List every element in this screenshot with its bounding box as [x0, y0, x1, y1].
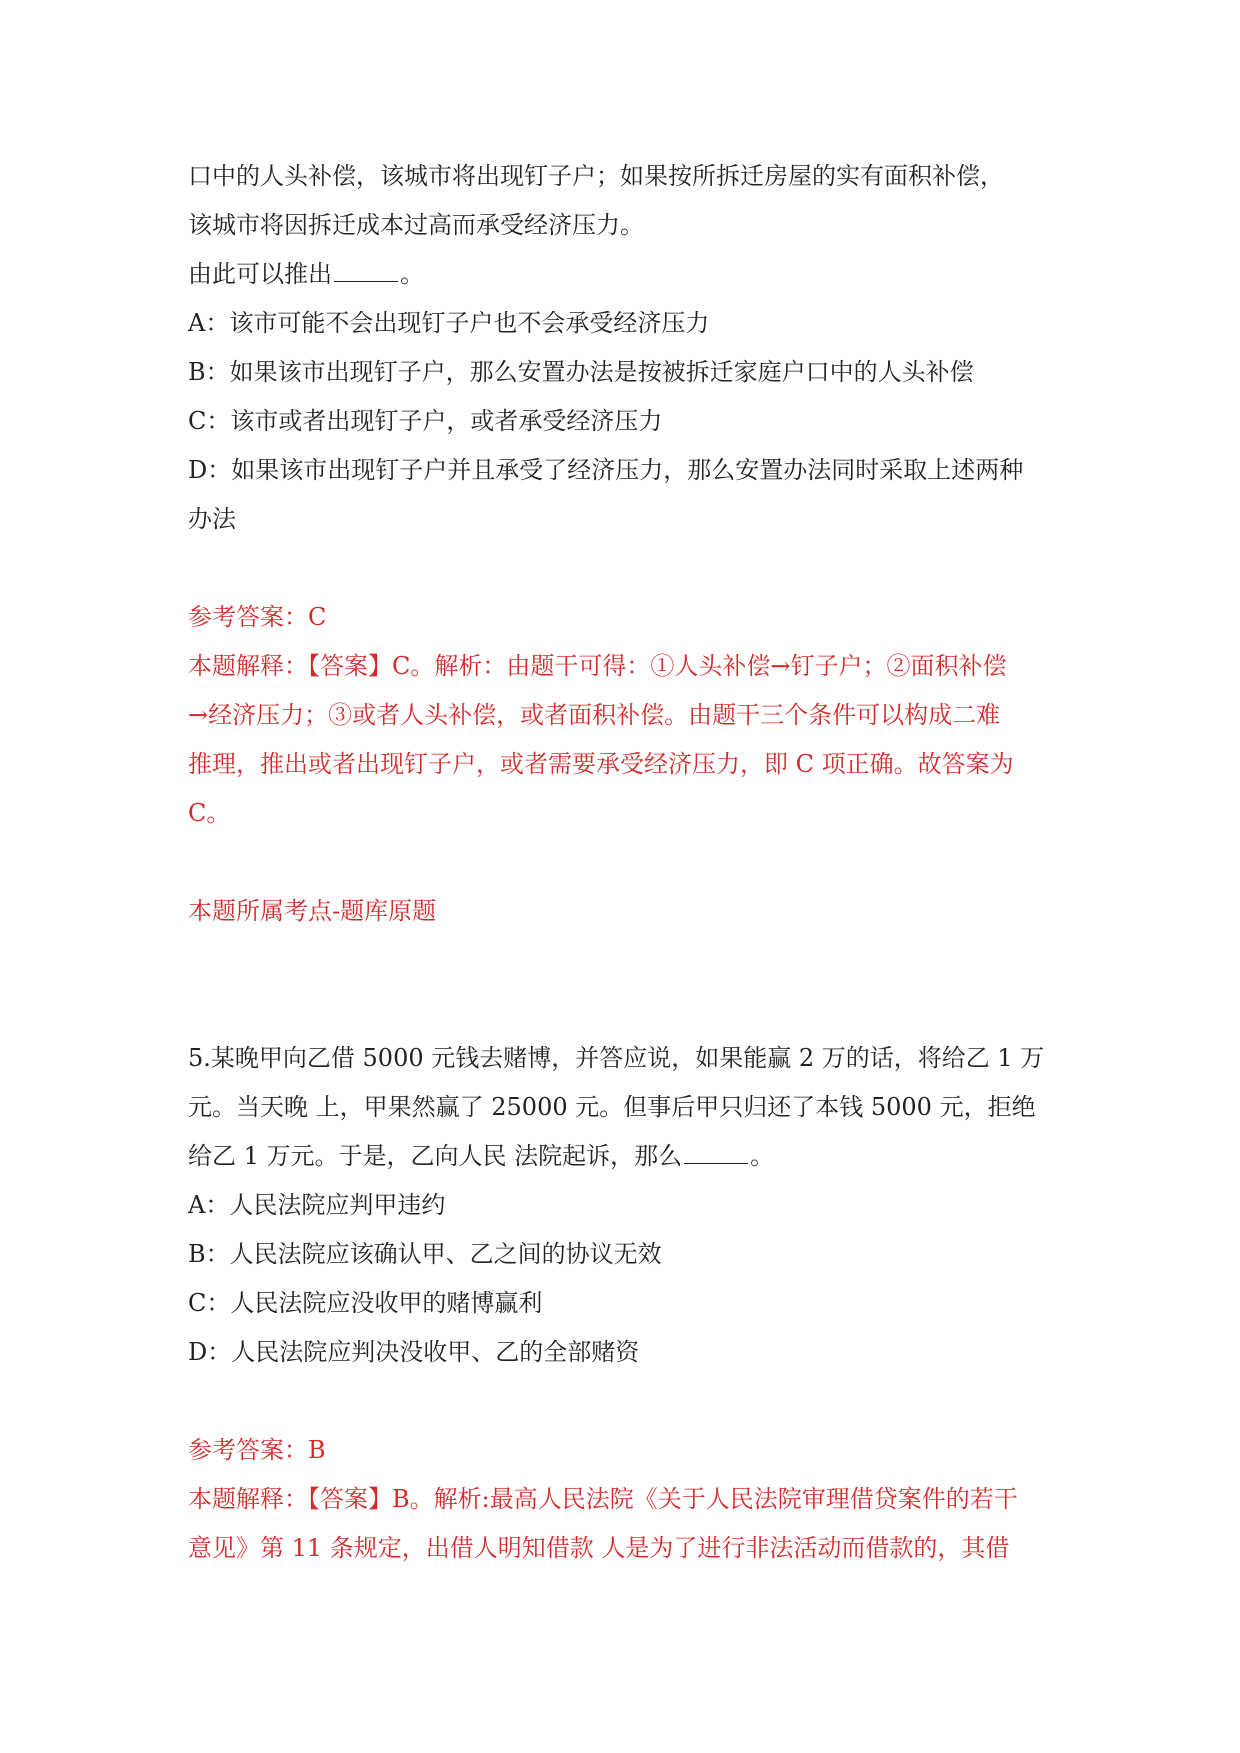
question-ask: 由此可以推出 。 — [188, 260, 424, 288]
reference-answer: 参考答案：C — [188, 603, 327, 631]
question-stem-line: 元。当天晚 上，甲果然赢了 25000 元。但事后甲只归还了本钱 5000 元，拒绝 — [188, 1093, 1036, 1121]
option-d: D：如果该市出现钉子户并且承受了经济压力，那么安置办法同时采取上述两种 — [188, 456, 1024, 484]
question-stem-line: 5.某晚甲向乙借 5000 元钱去赌博，并答应说，如果能赢 2 万的话，将给乙 1 万 — [188, 1044, 1045, 1072]
explanation-line: C。 — [188, 799, 231, 827]
option-a: A：人民法院应判甲违约 — [188, 1191, 446, 1219]
option-c: C：人民法院应没收甲的赌博赢利 — [188, 1289, 543, 1317]
answer-blank — [684, 1163, 748, 1164]
question-stem-line: 该城市将因拆迁成本过高而承受经济压力。 — [188, 211, 644, 239]
option-a: A：该市可能不会出现钉子户也不会承受经济压力 — [188, 309, 710, 337]
explanation-line: 推理，推出或者出现钉子户，或者需要承受经济压力，即 C 项正确。故答案为 — [188, 750, 1014, 778]
option-d: D：人民法院应判决没收甲、乙的全部赌资 — [188, 1338, 640, 1366]
explanation-line: 本题解释：【答案】B。解析:最高人民法院《关于人民法院审理借贷案件的若干 — [188, 1485, 1018, 1513]
option-d-continued: 办法 — [188, 505, 236, 533]
option-b: B：人民法院应该确认甲、乙之间的协议无效 — [188, 1240, 662, 1268]
topic-label: 本题所属考点-题库原题 — [188, 897, 437, 925]
document-page — [188, 152, 1058, 1573]
explanation-line: 本题解释：【答案】C。解析：由题干可得：①人头补偿→钉子户；②面积补偿 — [188, 652, 1007, 680]
option-b: B：如果该市出现钉子户，那么安置办法是按被拆迁家庭户口中的人头补偿 — [188, 358, 974, 386]
question-ask: 给乙 1 万元。于是，乙向人民 法院起诉，那么 。 — [188, 1142, 775, 1170]
explanation-line: 意见》第 11 条规定，出借人明知借款 人是为了进行非法活动而借款的，其借 — [188, 1534, 1010, 1562]
reference-answer: 参考答案：B — [188, 1436, 326, 1464]
question-stem-line: 口中的人头补偿，该城市将出现钉子户；如果按所拆迁房屋的实有面积补偿， — [188, 162, 1004, 190]
option-c: C：该市或者出现钉子户，或者承受经济压力 — [188, 407, 663, 435]
answer-blank — [334, 281, 398, 282]
explanation-line: →经济压力；③或者人头补偿，或者面积补偿。由题干三个条件可以构成二难 — [188, 701, 1001, 729]
